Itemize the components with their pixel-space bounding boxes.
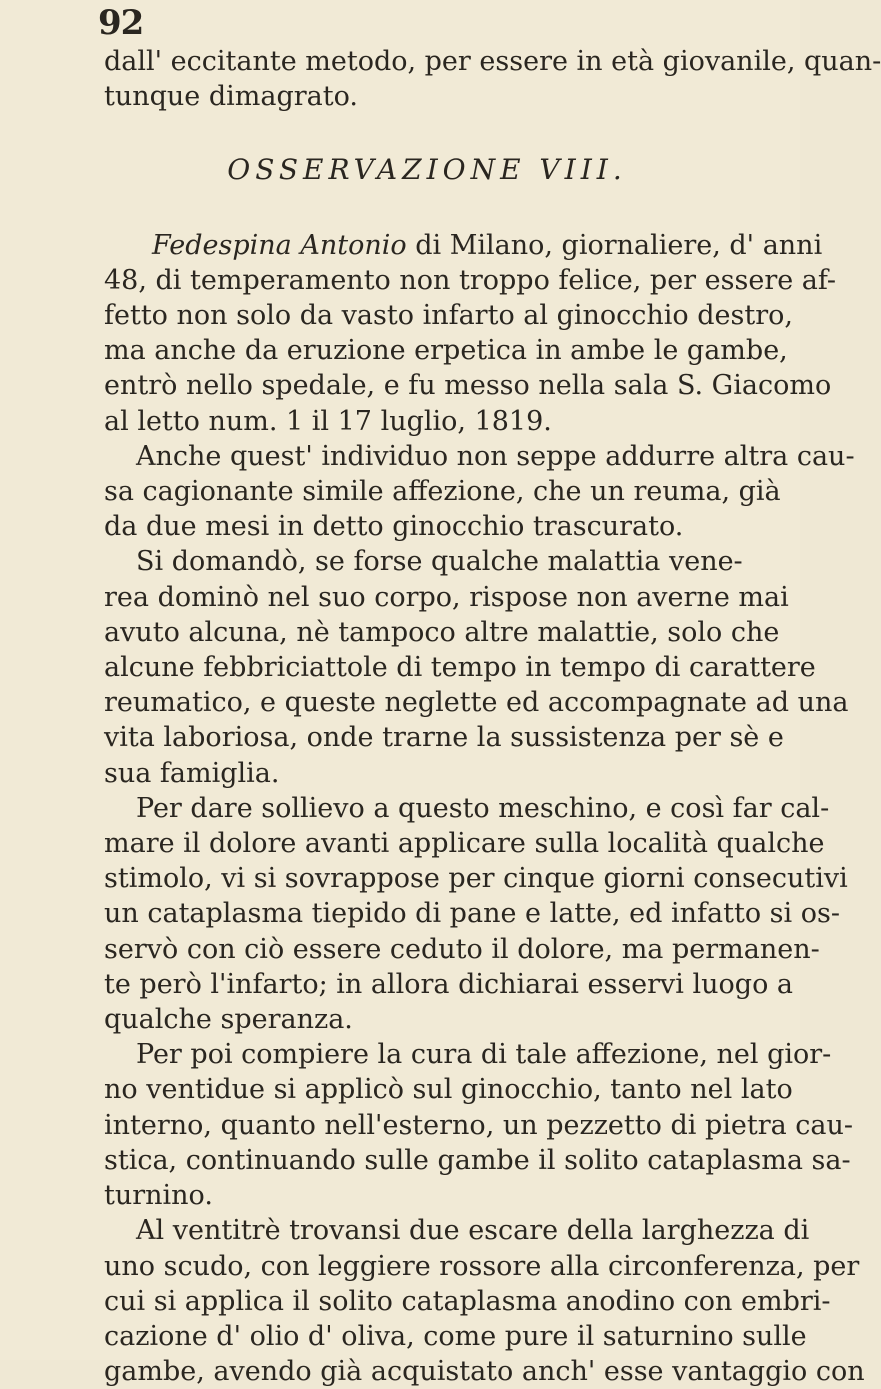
text-line: 48, di temperamento non troppo felice, per essere af- (104, 264, 837, 296)
text-line: rea dominò nel suo corpo, rispose non averne mai (104, 581, 789, 613)
text-line: reumatico, e queste neglette ed accompagnate ad una (104, 687, 849, 719)
text-line: fetto non solo da vasto infarto al ginocchio destro, (104, 300, 793, 332)
text-line: Per poi compiere la cura di tale affezione, nel gior- (136, 1039, 832, 1071)
text-line: servò con ciò essere ceduto il dolore, ma permanen- (104, 933, 820, 965)
text-line: vita laboriosa, onde trarne la sussistenza per sè e (104, 722, 784, 754)
text-line: no ventidue si applicò sul ginocchio, tanto nel lato (104, 1074, 793, 1106)
text-line: avuto alcuna, nè tampoco altre malattie, solo che (104, 616, 780, 648)
text-line: te però l'infarto; in allora dichiarai esservi luogo a (104, 968, 794, 1000)
text-line (104, 228, 823, 263)
text-line: al letto num. 1 il 17 luglio, 1819. (104, 405, 552, 437)
text-line: cazione d' olio d' oliva, come pure il saturnino sulle (104, 1320, 807, 1352)
text-line: mare il dolore avanti applicare sulla località qualche (104, 828, 825, 860)
text-line: Anche quest' individuo non seppe addurre altra cau- (136, 440, 855, 472)
text-fragment: di Milano, giornaliere, d' anni (406, 229, 823, 261)
text-line: tunque dimagrato. (104, 81, 358, 113)
patient-name: Fedespina Antonio (152, 229, 407, 261)
text-line: sua famiglia. (104, 757, 280, 789)
text-line: stica, continuando sulle gambe il solito cataplasma sa- (104, 1144, 851, 1176)
section-heading: OSSERVAZIONE VIII. (227, 153, 627, 187)
text-line: Si domandò, se forse qualche malattia vene- (136, 546, 743, 578)
text-line: qualche speranza. (104, 1004, 353, 1036)
text-line: alcune febbriciattole di tempo in tempo di carattere (104, 652, 816, 684)
text-line: stimolo, vi si sovrappose per cinque giorni consecutivi (104, 863, 848, 895)
text-line: Per dare sollievo a questo meschino, e così far cal- (136, 792, 830, 824)
text-line: entrò nello spedale, e fu messo nella sala S. Giacomo (104, 370, 832, 402)
text-line: interno, quanto nell'esterno, un pezzetto di pietra cau- (104, 1109, 854, 1141)
text-line: ma anche da eruzione erpetica in ambe le gambe, (104, 335, 788, 367)
text-line: dall' eccitante metodo, per essere in età giovanile, quan- (104, 46, 881, 77)
text-line: un cataplasma tiepido di pane e latte, ed infatto si os- (104, 898, 840, 930)
text-line: Al ventitrè trovansi due escare della larghezza di (136, 1215, 810, 1247)
text-line: gambe, avendo già acquistato anch' esse vantaggio con (104, 1356, 865, 1388)
text-line: cui si applica il solito cataplasma anodino con embri- (104, 1285, 831, 1317)
page-text (104, 44, 881, 1389)
text-line: sa cagionante simile affezione, che un reuma, già (104, 476, 781, 508)
text-line: da due mesi in detto ginocchio trascurato. (104, 511, 684, 543)
text-line: uno scudo, con leggiere rossore alla circonferenza, per (104, 1250, 860, 1282)
page-number: 92 (98, 3, 144, 43)
text-line: turnino. (104, 1180, 213, 1212)
